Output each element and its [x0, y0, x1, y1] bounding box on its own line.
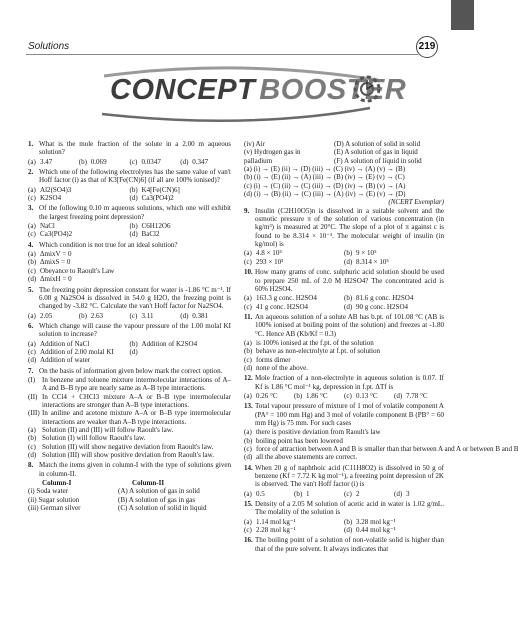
banner-word-booster: BOOSTER [259, 74, 407, 106]
option-text: none of the above. [256, 363, 309, 372]
option-letter: (a) [28, 339, 36, 348]
option-item [344, 518, 444, 526]
option-letter: (c) [28, 194, 36, 203]
option-letter: (a) [28, 222, 36, 231]
option-list [244, 339, 444, 372]
option-letter: (c) [244, 526, 252, 535]
option-item [244, 356, 444, 364]
banner-word-concept: CONCEPT [110, 74, 256, 106]
option-text: 293 × 10³ [256, 257, 284, 266]
option-letter: (c) [28, 230, 36, 239]
option-letter: (b) [344, 294, 353, 303]
option-text: 9 × 10⁵ [356, 249, 377, 258]
option-letter: (c) [344, 489, 352, 498]
option-text: 7.78 °C [406, 391, 428, 400]
concept-booster-banner [98, 64, 407, 124]
question-item [28, 168, 231, 185]
column-1-heading: Column-I [42, 479, 72, 488]
option-letter: (d) [344, 302, 353, 311]
option-letter: (c) [129, 311, 138, 320]
question-text: Match the items given in column-I with the type of solutions given in column-II. [39, 461, 231, 478]
option-text: Solution (II) and (III) will follow Raoult's law. [42, 426, 174, 434]
option-text: ΔmixV = 0 [40, 250, 72, 259]
option-item [130, 312, 181, 320]
question-text: Which condition is not true for an ideal solution? [39, 240, 178, 249]
option-text: Ca3(PO4)2 [40, 230, 73, 239]
question-item [244, 207, 444, 249]
question-text: On the basis of information given below mark the correct option. [39, 366, 223, 375]
option-item [344, 258, 444, 266]
option-item [244, 392, 294, 400]
option-text: 0.26 °C [256, 391, 278, 400]
statement-label: (II) [28, 392, 38, 401]
option-item [28, 275, 231, 283]
option-text: K4[Fe(CN)6] [141, 185, 180, 194]
question-item [244, 313, 444, 338]
option-letter: (d) [129, 230, 138, 239]
question-item [28, 204, 231, 221]
question-item [28, 241, 231, 249]
option-item [244, 526, 344, 534]
option-letter: (d) [344, 526, 353, 535]
statement-item [28, 393, 231, 410]
option-item [130, 356, 232, 364]
option-text: 90 g conc. H2SO4 [356, 302, 409, 311]
match-right: (D) A solution of solid in solid [334, 140, 421, 148]
question-item [244, 402, 444, 427]
statement-item [28, 376, 231, 393]
gear-icon [350, 72, 384, 106]
statement-label: (I) [28, 375, 36, 384]
option-text: 2.05 [40, 311, 53, 320]
option-text: ΔmixH = 0 [40, 275, 72, 284]
option-item [344, 392, 394, 400]
question-number: 6. [28, 321, 34, 330]
option-letter: (d) [180, 311, 189, 320]
option-list [28, 222, 231, 239]
option-item [394, 490, 444, 498]
option-item [28, 267, 231, 275]
option-text: NaCl [40, 222, 55, 231]
question-text: Insulin (C2H10O5)n is dissolved in a suitable solvent and the osmotic pressure π of the solution of various concentration (in kg/m³) is measured at 20°C. The slope of a plot of π against c is found to be 8.314 × 10⁻³. The molecular weight of insulin (in kg/mol) is [255, 206, 444, 249]
option-letter: (a) [28, 157, 36, 166]
option-letter [130, 356, 142, 364]
statement-text: In benzene and toluene mixture intermolecular interactions of A–A and B–B type are nearly same as A–B type interactions. [42, 375, 231, 393]
match-left: palladium [244, 156, 273, 165]
option-letter: (b) [294, 489, 303, 498]
option-text: ΔmixS = 0 [40, 258, 71, 267]
option-item [28, 222, 130, 230]
option-item [244, 453, 518, 461]
statement-item [28, 409, 231, 426]
question-text: Total vapour pressure of mixture of 1 mol of volatile component A (PA° = 100 mm Hg) and 3 mol of volatile component B (PB° = 60 mm Hg) is 75 mm. For such cases [255, 402, 444, 427]
column-2-heading: Column-II [132, 479, 165, 488]
option-letter: (b) [78, 311, 87, 320]
option-letter: (d) [129, 347, 138, 356]
question-number: 3. [28, 204, 34, 213]
option-item [344, 249, 444, 257]
option-letter: (a) [28, 185, 36, 194]
option-item [130, 222, 232, 230]
question-item [244, 268, 444, 293]
option-item [79, 312, 130, 320]
option-text: Addition of NaCl [40, 339, 90, 348]
option-list [28, 158, 231, 166]
question-text: Which one of the following electrolytes has the same value of van't Hoff factor (i) as that of K3[Fe(CN)6] (if all are 100% ionised)? [39, 168, 231, 185]
option-letter: (b) [78, 157, 87, 166]
option-text: 0.069 [90, 157, 107, 166]
match-row [28, 487, 231, 495]
option-item [130, 340, 232, 348]
option-text: 4.8 × 10⁵ [256, 249, 282, 258]
question-number: 14. [244, 463, 253, 472]
option-item [244, 249, 344, 257]
option-letter: (d) [244, 453, 253, 462]
option-letter: (a) [244, 489, 252, 498]
option-item [130, 194, 232, 202]
option-list [28, 186, 231, 203]
option-letter: (c) [244, 302, 252, 311]
option-item [28, 250, 231, 258]
option-letter: (d) [244, 363, 253, 372]
option-item [180, 158, 231, 166]
question-item [244, 374, 444, 391]
option-text: Obeyance to Raoult's Law [40, 266, 115, 275]
option-letter: (d) [28, 451, 37, 460]
option-letter: (c) [344, 391, 352, 400]
option-letter: (d) [129, 194, 138, 203]
option-text: 1.14 mol kg⁻¹ [256, 517, 296, 526]
option-letter: (b) [244, 347, 253, 356]
option-text: 2.63 [90, 311, 104, 320]
question-item [28, 322, 231, 339]
option-list [28, 426, 231, 459]
option-list [244, 294, 444, 311]
option-text: C6H12O6 [141, 222, 171, 231]
option-text: 0.381 [192, 311, 209, 320]
option-item [244, 490, 294, 498]
option-list [28, 340, 231, 365]
match-right: (B) A solution of gas in gas [118, 495, 196, 504]
option-item [28, 451, 231, 459]
question-number: 1. [28, 140, 34, 148]
option-item [244, 437, 518, 445]
match-row [28, 504, 231, 512]
section-label: Solutions [28, 41, 70, 52]
option-item [28, 340, 130, 348]
option-letter: (a) [244, 338, 252, 347]
option-item [344, 303, 444, 311]
question-text: Mole fraction of a non-electrolyte in aqueous solution is 0.07. If Kf is 1.86 °C mol⁻¹ kg, depression in f.pt. ΔTf is [255, 374, 444, 391]
match-row [244, 157, 444, 165]
option-item [28, 230, 130, 238]
question-number: 4. [28, 240, 34, 249]
question-number: 10. [244, 268, 253, 277]
option-letter: (a) [244, 428, 252, 437]
option-item [344, 294, 444, 302]
match-left: (v) Hydrogen gas in [244, 148, 301, 157]
question-number: 5. [28, 285, 34, 294]
option-letter: (c) [244, 355, 252, 364]
option-letter: (b) [28, 258, 37, 267]
question-item [28, 461, 231, 478]
option-item [130, 158, 181, 166]
corner-tab [451, 0, 474, 30]
option-text: 8.314 × 10⁵ [356, 257, 389, 266]
option-item [180, 312, 231, 320]
option-item [394, 392, 444, 400]
page-header [0, 0, 474, 62]
option-letter: (b) [28, 434, 37, 443]
option-item [130, 348, 232, 356]
option-item [244, 258, 344, 266]
option-text: forms dimer [256, 355, 291, 364]
match-option: (c) (i) → (C) (ii) → (C) (iii) → (D) (iv) → (B) (v) → (A) [244, 181, 406, 190]
option-letter: (d) [28, 275, 37, 284]
match-row [244, 140, 444, 148]
option-list [244, 249, 444, 266]
option-item [244, 518, 344, 526]
question-item [28, 367, 231, 375]
option-item [294, 392, 344, 400]
option-text: behave as non-electrolyte at f.pt. of solution [256, 347, 381, 356]
option-letter: (b) [244, 436, 253, 445]
right-column [244, 140, 518, 554]
match-left: (iii) German silver [28, 504, 81, 513]
match-option: (d) (i) → (B) (ii) → (C) (iii) → (A) (iv) → (E) (v) → (D) [244, 190, 406, 199]
option-text: Addition of K2SO4 [141, 339, 198, 348]
option-text: 0.347 [192, 157, 209, 166]
match-table-header [28, 479, 231, 487]
option-text: Solution (II) will show negative deviation from Raoult's law. [42, 442, 214, 451]
option-item [28, 348, 130, 356]
header-rule [26, 54, 418, 55]
option-item [244, 303, 344, 311]
option-letter: (b) [129, 222, 138, 231]
option-text: BaCl2 [141, 230, 160, 239]
option-item [244, 339, 444, 347]
option-letter: (a) [244, 249, 252, 258]
match-row [244, 148, 444, 156]
option-letter: (d) [394, 489, 403, 498]
option-text: 2.28 mol kg⁻¹ [256, 526, 296, 535]
option-letter: (c) [28, 442, 36, 451]
question-text: When 20 g of naphthoic acid (C11H8O2) is dissolved in 50 g of benzene (Kf = 7.72 K kg mol⁻¹), a freezing point depression of 2K is observed. The van't Hoff factor (i) is [255, 463, 444, 489]
option-item [28, 258, 231, 266]
statement-label: (III) [28, 409, 40, 418]
match-left: (iv) Air [244, 140, 265, 148]
left-column [28, 140, 231, 512]
option-text: 41 g conc. H2SO4 [256, 302, 309, 311]
match-option: (a) (i) → (E) (ii) → (D) (iii) → (C) (iv) → (A) (v) → (B) [244, 165, 406, 174]
option-text: 0.0347 [141, 157, 161, 166]
question-text: An aqueous solution of a solute AB has b.pt. of 101.08 °C (AB is 100% ionised at boiling point of the solution) and freezes at -1.80 °C. Hence AB (Kb/Kf = 0.3) [255, 312, 444, 338]
option-item [344, 526, 444, 534]
match-right: (C) A solution of solid in liquid [118, 504, 207, 513]
option-text: 0.44 mol kg⁻¹ [356, 526, 396, 535]
question-item [244, 500, 444, 517]
option-list [244, 392, 444, 400]
option-letter: (b) [129, 185, 138, 194]
option-item [294, 490, 344, 498]
option-item [28, 158, 79, 166]
option-list [244, 518, 444, 535]
option-text: 0.5 [256, 489, 265, 498]
page-number: 219 [416, 36, 438, 58]
option-letter: (a) [28, 311, 36, 320]
option-text: 3.28 mol kg⁻¹ [356, 517, 396, 526]
option-item [28, 434, 231, 442]
option-letter: (b) [344, 517, 353, 526]
source-citation: (NCERT Exemplar) [388, 198, 444, 207]
option-text: 1.86 °C [306, 391, 328, 400]
option-list [28, 250, 231, 283]
option-text: K2SO4 [40, 194, 62, 203]
question-number: 2. [28, 168, 34, 177]
question-text: Of the following 0.10 m aqueous solutions, which one will exhibit the largest freezing point depression? [39, 204, 231, 221]
match-left: (i) Soda water [28, 487, 68, 496]
option-list [28, 312, 231, 320]
option-list [244, 428, 518, 462]
option-item [244, 428, 518, 436]
match-row [28, 496, 231, 504]
question-number: 12. [244, 374, 253, 383]
match-right: (F) A solution of liquid in solid [334, 156, 422, 165]
option-text: 163.3 g conc. H2SO4 [256, 294, 317, 303]
question-number: 13. [244, 402, 253, 411]
option-item [130, 230, 232, 238]
option-letter: (a) [28, 426, 36, 434]
option-item [28, 194, 130, 202]
option-letter: (b) [294, 391, 303, 400]
question-text: What is the mole fraction of the solute in a 2.00 m aqueous solution? [39, 140, 231, 157]
question-number: 15. [244, 500, 253, 509]
question-text: The boiling point of a solution of non-volatile solid is higher than that of the pure solvent. It always indicates that [255, 536, 444, 553]
option-text: 3.47 [40, 157, 53, 166]
match-option: (b) (i) → (E) (ii) → (A) (iii) → (B) (iv) → (E) (v) → (C) [244, 173, 405, 182]
option-text: Solution (III) will show positive deviation from Raoult's law. [42, 451, 215, 460]
statement-text: In aniline and acetone mixture A–A or B–B type intermolecular interactions are weaker than A–B type interactions. [42, 409, 231, 426]
question-number: 7. [28, 366, 34, 375]
option-letter: (c) [28, 266, 36, 275]
option-text: force of attraction between A and B is smaller than that between A and A or between B and B [256, 445, 518, 454]
question-text: The freezing point depression constant for water is -1.86 °C m⁻¹. If 6.00 g Na2SO4 is dissolved in 54.0 g H2O, the freezing point is changed by -3.82 °C. Calculate the van't Hoff factor for Na2SO4. [39, 285, 231, 311]
option-letter: (d) [344, 257, 353, 266]
question-number: 9. [244, 206, 250, 215]
option-item [244, 294, 344, 302]
question-number: 16. [244, 536, 253, 545]
option-text: all the above statements are correct. [256, 453, 357, 462]
option-item [28, 356, 130, 364]
question-item [28, 286, 231, 311]
option-item [28, 426, 231, 434]
question-text: Which change will cause the vapour pressure of the 1.00 molal KI solution to increase? [39, 321, 231, 339]
question-number: 8. [28, 461, 34, 470]
question-text: Density of a 2.05 M solution of acetic acid in water is 1.02 g/mL. The molality of the solution is [255, 500, 444, 517]
statement-text: In CCl4 + CHCl3 mixture A–A or B–B type intermolecular interactions are stronger than A–B type interactions. [42, 392, 231, 409]
question-item [28, 140, 231, 157]
option-letter: (a) [244, 294, 252, 303]
option-letter: (b) [344, 249, 353, 258]
option-text: 2 [356, 489, 360, 498]
option-item [28, 312, 79, 320]
question-text: How many grams of conc. sulphuric acid solution should be used to prepare 250 mL of 2.0 M H2SO4? The concentrated acid is 60% H2SO4. [255, 268, 444, 293]
option-text: there is positive deviation from Raoult's law [256, 428, 381, 437]
option-text: Ca3(PO4)2 [141, 194, 174, 203]
option-text: Addition of 2.00 molal KI [40, 347, 114, 356]
option-letter: (c) [129, 157, 138, 166]
option-item [244, 445, 518, 453]
option-letter: (a) [244, 517, 252, 526]
option-letter: (a) [244, 391, 252, 400]
option-text: Addition of water [40, 356, 91, 365]
option-item [344, 490, 394, 498]
option-item [244, 364, 444, 372]
option-text: 81.6 g conc. H2SO4 [356, 294, 414, 303]
option-letter: (d) [180, 157, 189, 166]
option-letter: (d) [394, 391, 403, 400]
option-text: 3 [406, 489, 410, 498]
option-letter: (c) [244, 445, 252, 454]
option-letter: (c) [244, 257, 252, 266]
option-text: boiling point has been lowered [256, 436, 343, 445]
option-text: Al2(SO4)3 [40, 185, 72, 194]
option-item [79, 158, 130, 166]
option-letter: (c) [28, 347, 36, 356]
option-text: Solution (I) will follow Raoult's law. [42, 434, 146, 443]
option-letter: (d) [28, 356, 37, 365]
option-text: 1 [306, 489, 310, 498]
question-number: 11. [244, 312, 253, 321]
option-letter: (b) [129, 339, 138, 348]
option-item [28, 443, 231, 451]
question-item [244, 536, 444, 553]
option-item [130, 186, 232, 194]
option-item [244, 347, 444, 355]
option-list [244, 490, 444, 498]
match-right: (A) A solution of gas in solid [118, 487, 200, 496]
option-item [28, 186, 130, 194]
option-letter: (a) [28, 250, 36, 259]
option-text: 0.13 °C [356, 391, 378, 400]
option-text: is 100% ionised at the f.pt. of the solution [256, 338, 374, 347]
option-text: 3.11 [141, 311, 154, 320]
match-left: (ii) Sugar solution [28, 495, 80, 504]
match-right: (E) A solution of gas in liquid [334, 148, 418, 157]
question-item [244, 464, 444, 489]
